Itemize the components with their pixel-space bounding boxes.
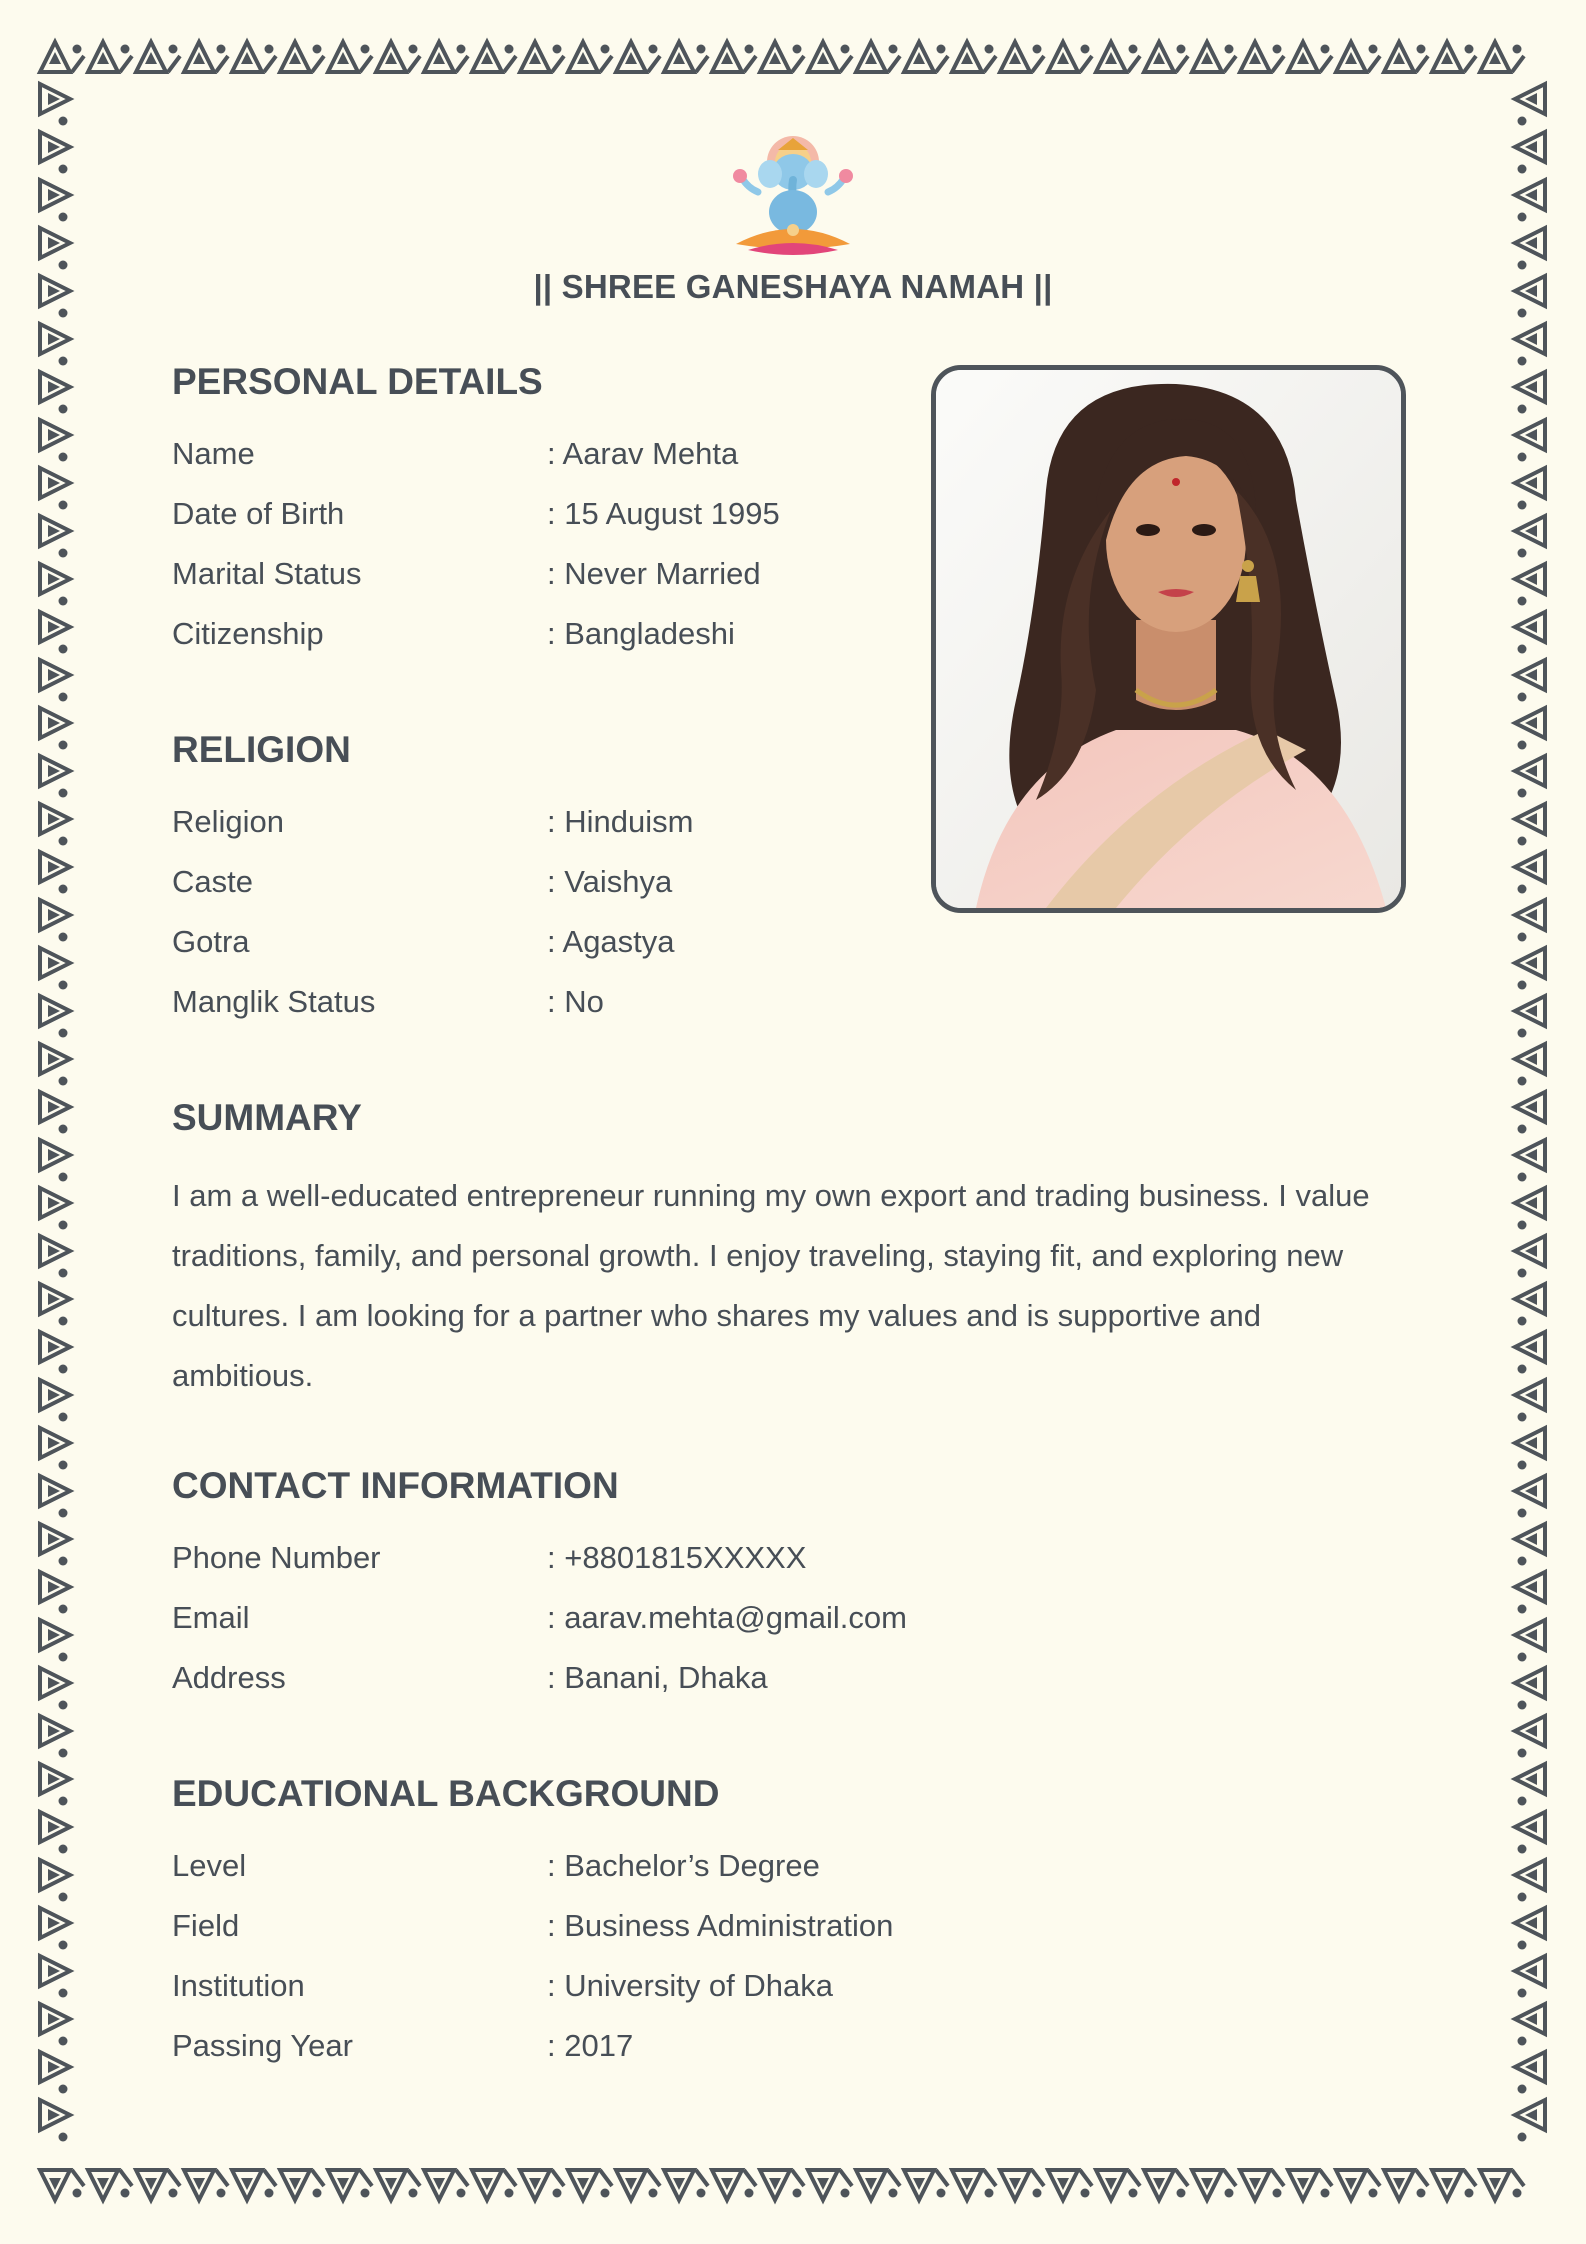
detail-label: Address: [172, 1660, 286, 1695]
detail-value: : aarav.mehta@gmail.com: [547, 1600, 907, 1636]
summary-text: I am a well-educated entrepreneur running my own export and trading business. I value traditions, family, and personal growth. I enjoy traveling, staying fit, and exploring new cultures. I am looking for a partner who shares my values and is supportive and ambitious.: [172, 1178, 1370, 1393]
detail-value: : University of Dhaka: [547, 1968, 833, 2004]
detail-label: Institution: [172, 1968, 305, 2003]
profile-photo: [931, 365, 1406, 913]
detail-value: : Banani, Dhaka: [547, 1660, 768, 1696]
detail-value: : Agastya: [547, 924, 675, 960]
detail-label: Field: [172, 1908, 240, 1943]
detail-label: Caste: [172, 864, 253, 899]
detail-label: Marital Status: [172, 556, 362, 591]
detail-value: : Bangladeshi: [547, 616, 735, 652]
detail-label: Date of Birth: [172, 496, 345, 531]
border-left-pattern: [40, 84, 70, 2142]
detail-value: : Bachelor’s Degree: [547, 1848, 820, 1884]
section-title-education: EDUCATIONAL BACKGROUND: [172, 1773, 720, 1814]
detail-value: : Vaishya: [547, 864, 672, 900]
detail-label: Level: [172, 1848, 247, 1883]
section-title-contact: CONTACT INFORMATION: [172, 1465, 619, 1506]
border-right-pattern: [1515, 84, 1545, 2142]
detail-value: : Hinduism: [547, 804, 693, 840]
detail-label: Name: [172, 436, 255, 471]
border-top-pattern: [40, 42, 1524, 72]
portrait-illustration: [936, 370, 1401, 908]
detail-label: Manglik Status: [172, 984, 376, 1019]
detail-value: : 15 August 1995: [547, 496, 780, 532]
detail-value: : Never Married: [547, 556, 761, 592]
detail-value: : 2017: [547, 2028, 633, 2064]
detail-label: Phone Number: [172, 1540, 381, 1575]
detail-value: : No: [547, 984, 604, 1020]
detail-label: Email: [172, 1600, 250, 1635]
detail-value: : +8801815XXXXX: [547, 1540, 806, 1576]
detail-label: Religion: [172, 804, 285, 839]
detail-label: Gotra: [172, 924, 250, 959]
section-title-personal: PERSONAL DETAILS: [172, 361, 543, 402]
section-title-summary: SUMMARY: [172, 1097, 362, 1138]
invocation-heading: || SHREE GANESHAYA NAMAH ||: [533, 268, 1053, 305]
detail-value: : Business Administration: [547, 1908, 893, 1944]
detail-label: Citizenship: [172, 616, 324, 651]
detail-label: Passing Year: [172, 2028, 353, 2063]
ganesha-icon: [718, 132, 868, 264]
detail-value: : Aarav Mehta: [547, 436, 738, 472]
border-bottom-pattern: [40, 2170, 1524, 2200]
section-title-religion: RELIGION: [172, 729, 351, 770]
